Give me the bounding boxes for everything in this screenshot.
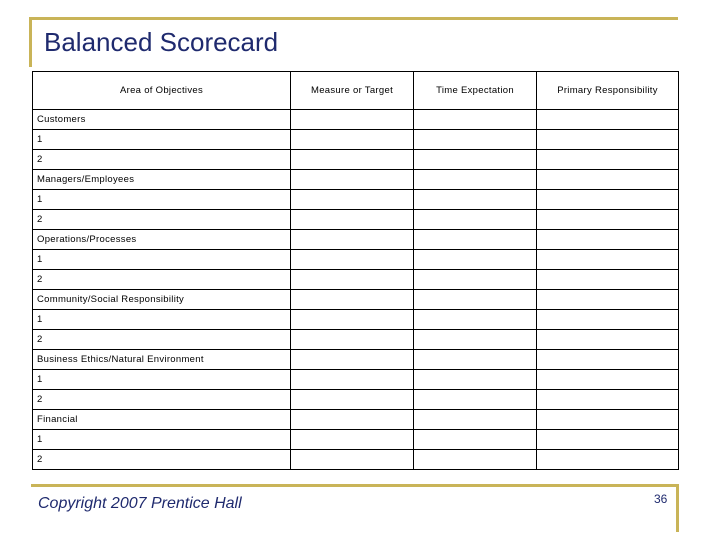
header-measure-or-target: Measure or Target	[291, 72, 414, 110]
table-cell	[537, 410, 679, 430]
row-label: 1	[33, 250, 291, 270]
table-cell	[537, 250, 679, 270]
table-row	[33, 370, 679, 390]
row-label: 2	[33, 210, 291, 230]
table-cell	[414, 170, 537, 190]
header-row	[33, 72, 679, 110]
table-row	[33, 410, 679, 430]
row-label: Operations/Processes	[33, 230, 291, 250]
table-cell	[537, 230, 679, 250]
table-cell	[414, 390, 537, 410]
table-cell	[537, 390, 679, 410]
table-cell	[537, 290, 679, 310]
table-row	[33, 130, 679, 150]
table-row	[33, 250, 679, 270]
accent-line-top	[31, 17, 678, 20]
row-label: 1	[33, 370, 291, 390]
table-cell	[414, 190, 537, 210]
row-label: 2	[33, 450, 291, 470]
page-title: Balanced Scorecard	[44, 27, 279, 57]
row-label: 2	[33, 390, 291, 410]
table-cell	[414, 150, 537, 170]
header-primary-responsibility: Primary Responsibility	[537, 72, 679, 110]
table-cell	[537, 270, 679, 290]
table-row	[33, 110, 679, 130]
table-cell	[537, 310, 679, 330]
accent-line-right	[676, 484, 679, 532]
table-cell	[291, 410, 414, 430]
table-cell	[414, 270, 537, 290]
table-row	[33, 210, 679, 230]
table-row	[33, 270, 679, 290]
table-cell	[414, 230, 537, 250]
accent-line-bottom	[31, 484, 678, 487]
row-label: Managers/Employees	[33, 170, 291, 190]
table-cell	[414, 210, 537, 230]
table-cell	[414, 450, 537, 470]
table-cell	[414, 290, 537, 310]
table-row	[33, 190, 679, 210]
table-row	[33, 350, 679, 370]
row-label: 2	[33, 270, 291, 290]
table-row	[33, 450, 679, 470]
row-label: 1	[33, 430, 291, 450]
table-cell	[537, 170, 679, 190]
table-cell	[537, 370, 679, 390]
page-number: 36	[654, 492, 668, 506]
row-label: Customers	[33, 110, 291, 130]
table-row	[33, 390, 679, 410]
row-label: 1	[33, 190, 291, 210]
table-cell	[414, 370, 537, 390]
scorecard-table	[32, 71, 679, 470]
table-row	[33, 230, 679, 250]
row-label: 1	[33, 310, 291, 330]
copyright-text: Copyright 2007 Prentice Hall	[38, 495, 242, 512]
table-cell	[414, 310, 537, 330]
table-cell	[414, 350, 537, 370]
table-cell	[414, 430, 537, 450]
table-cell	[537, 450, 679, 470]
table-row	[33, 430, 679, 450]
table-cell	[291, 290, 414, 310]
accent-line-left	[29, 17, 32, 67]
table-cell	[291, 210, 414, 230]
row-label: 2	[33, 150, 291, 170]
header-area-of-objectives: Area of Objectives	[33, 72, 291, 110]
table-cell	[537, 190, 679, 210]
table-cell	[291, 370, 414, 390]
table-cell	[414, 250, 537, 270]
row-label: Community/Social Responsibility	[33, 290, 291, 310]
table-cell	[291, 430, 414, 450]
table-cell	[414, 130, 537, 150]
table-cell	[291, 150, 414, 170]
table-cell	[291, 250, 414, 270]
table-cell	[537, 430, 679, 450]
table-cell	[537, 150, 679, 170]
table-cell	[537, 350, 679, 370]
table-cell	[291, 130, 414, 150]
table-cell	[537, 130, 679, 150]
table-cell	[291, 310, 414, 330]
table-cell	[537, 110, 679, 130]
table-row	[33, 330, 679, 350]
table-cell	[291, 190, 414, 210]
table-cell	[537, 330, 679, 350]
row-label: Business Ethics/Natural Environment	[33, 350, 291, 370]
table-row	[33, 290, 679, 310]
row-label: 2	[33, 330, 291, 350]
table-cell	[291, 390, 414, 410]
table-cell	[291, 330, 414, 350]
table-cell	[414, 110, 537, 130]
table-cell	[414, 410, 537, 430]
header-time-expectation: Time Expectation	[414, 72, 537, 110]
table-cell	[291, 270, 414, 290]
table-cell	[291, 450, 414, 470]
table-cell	[291, 170, 414, 190]
table-cell	[291, 230, 414, 250]
table-cell	[291, 350, 414, 370]
table-cell	[414, 330, 537, 350]
table-cell	[291, 110, 414, 130]
table-row	[33, 150, 679, 170]
table-row	[33, 310, 679, 330]
table-row	[33, 170, 679, 190]
row-label: 1	[33, 130, 291, 150]
table-cell	[537, 210, 679, 230]
row-label: Financial	[33, 410, 291, 430]
